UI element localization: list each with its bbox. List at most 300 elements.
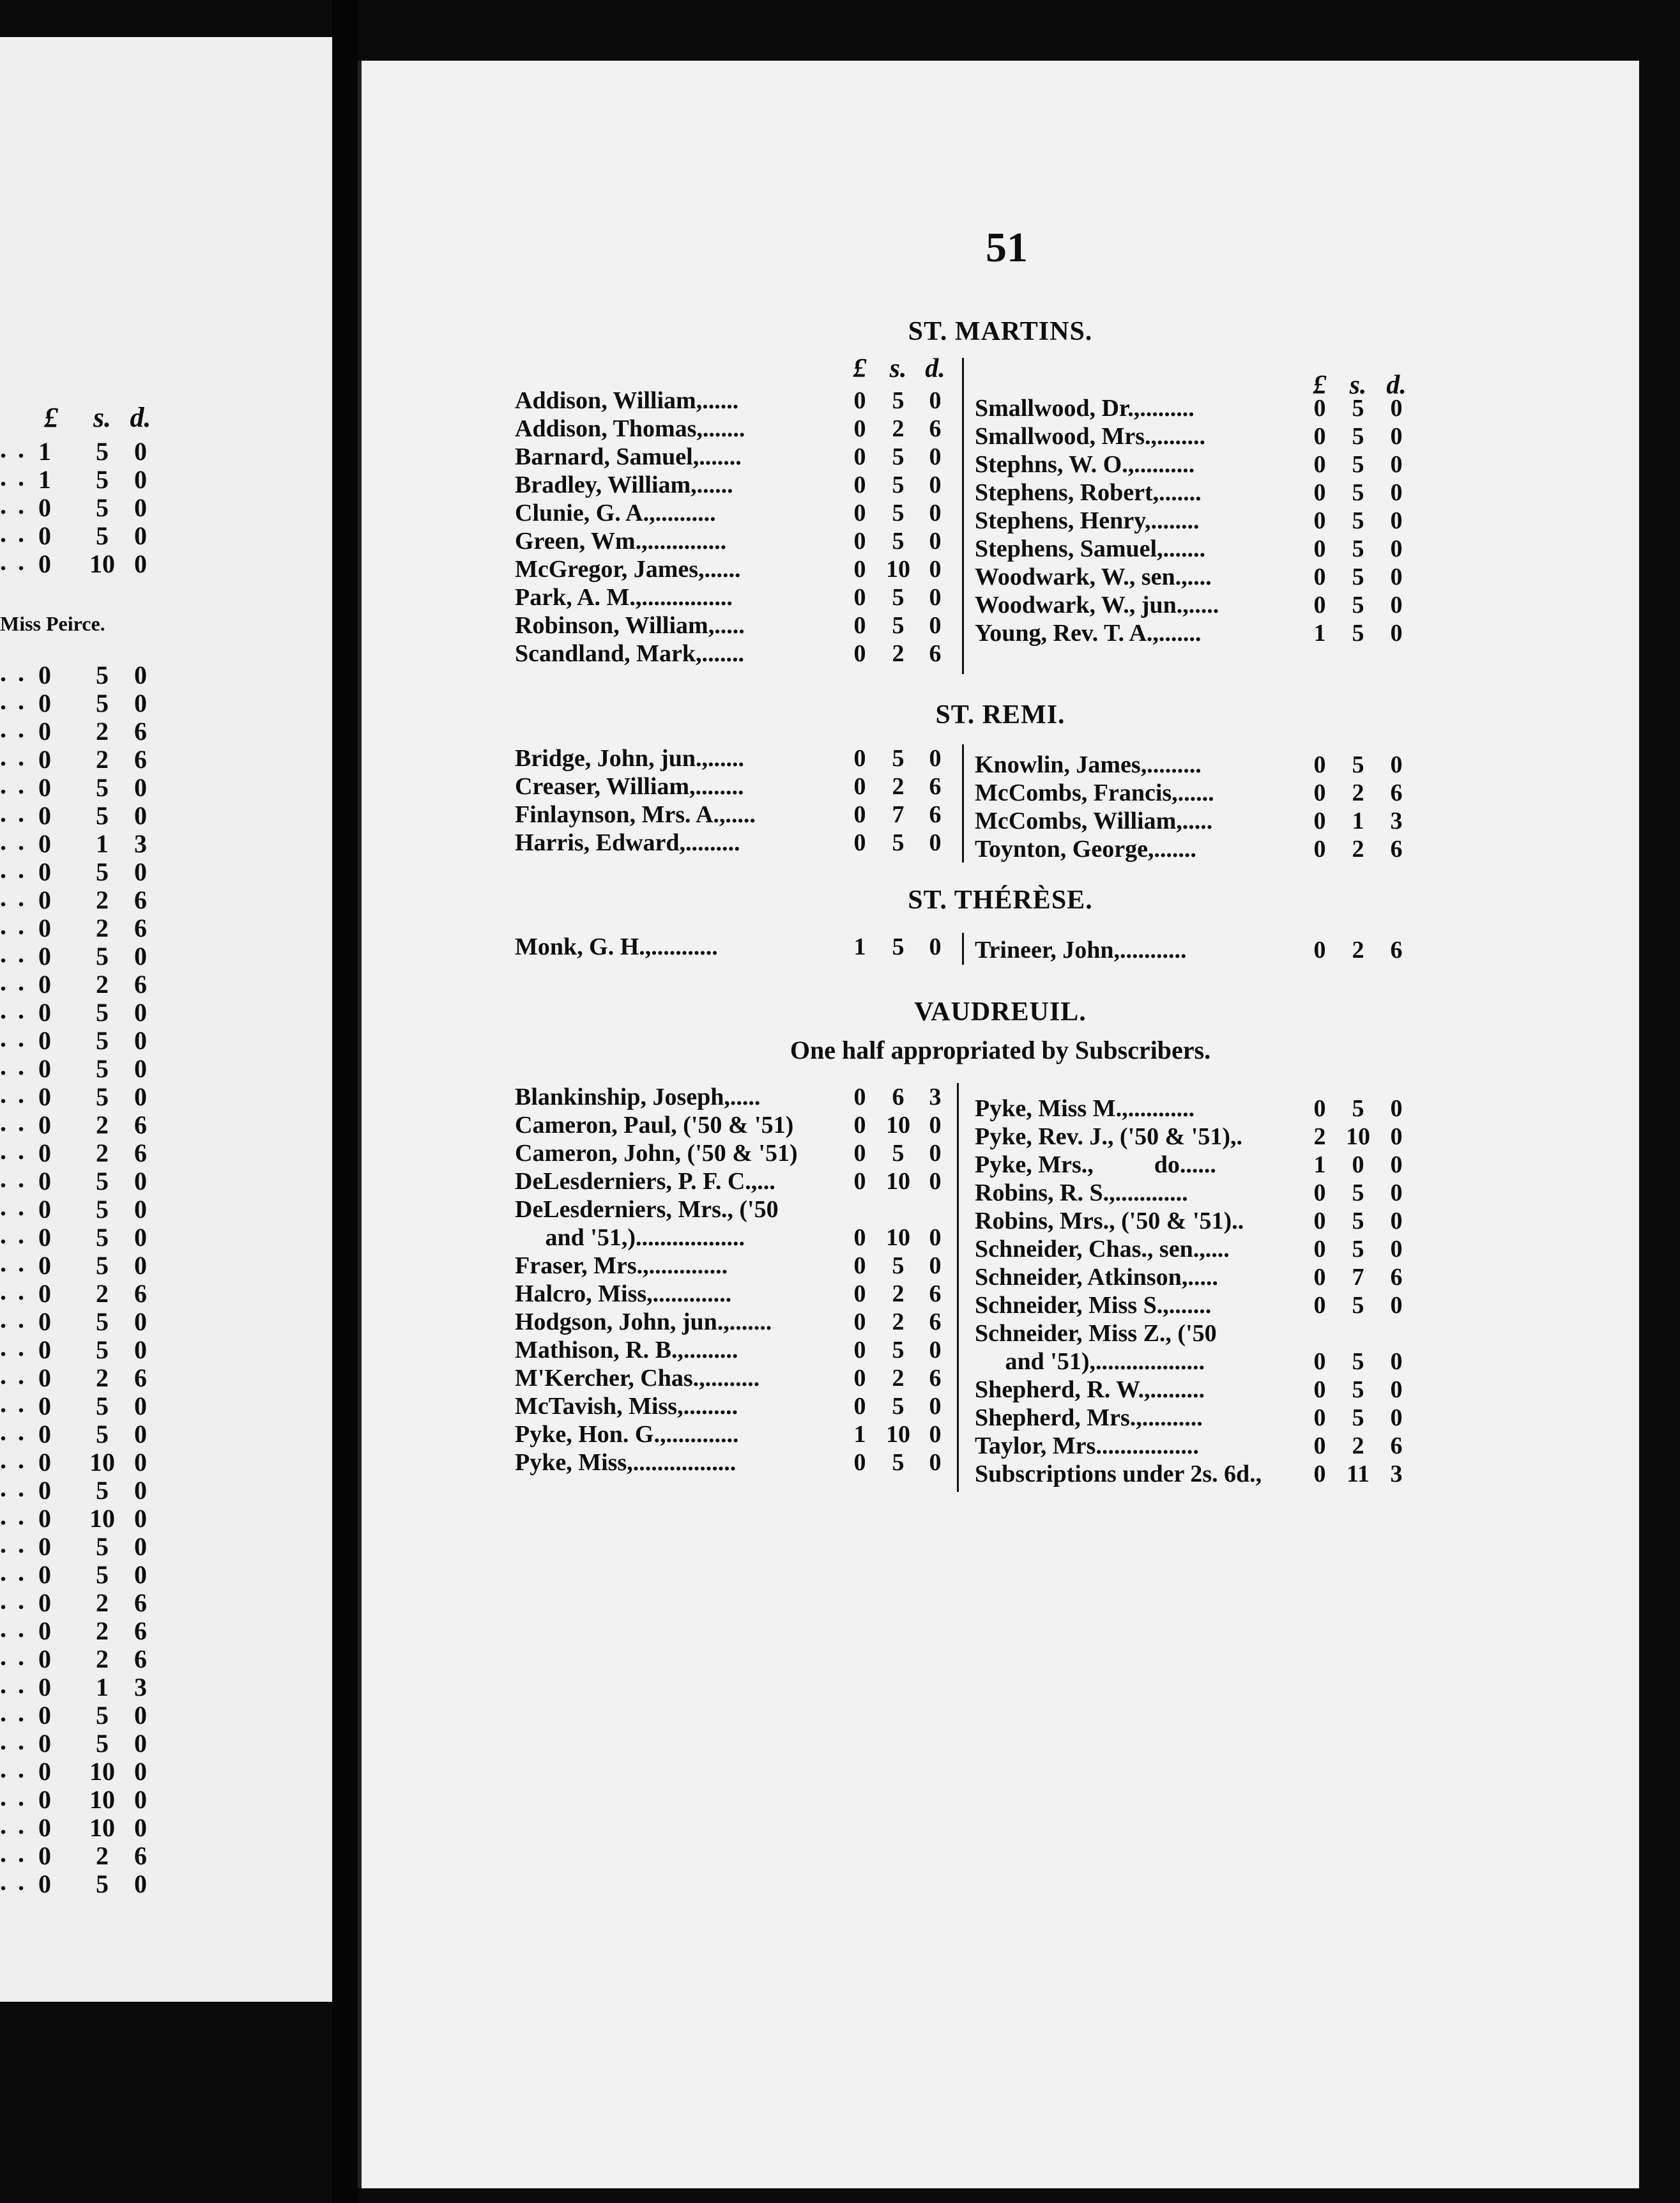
- column-divider: [962, 744, 964, 863]
- left-bottom-row: [0, 1616, 332, 1644]
- amount-pence: 0: [929, 1449, 942, 1476]
- amount-shillings: 5: [1352, 592, 1364, 618]
- left-amount-cell: 6: [134, 1139, 147, 1167]
- section-title: ST. THÉRÈSE.: [908, 886, 1093, 915]
- amount-pounds: 0: [1313, 507, 1326, 534]
- amount-shillings: 5: [892, 472, 905, 498]
- left-amount-cell: 5: [96, 942, 109, 971]
- amount-pounds: 0: [1313, 535, 1326, 562]
- subscriber-name: Harris, Edward,.........: [515, 829, 740, 856]
- subscriber-row: [362, 591, 1639, 619]
- left-amount-cell: 6: [134, 1645, 147, 1673]
- left-amount-cell: 5: [96, 521, 109, 550]
- left-amount-cell: 0: [134, 1504, 147, 1533]
- subscriber-row: [362, 835, 1639, 863]
- amount-pence: 0: [929, 1112, 942, 1139]
- amount-pounds: 0: [853, 1280, 866, 1307]
- amount-shillings: 10: [886, 1112, 910, 1139]
- leader-dots: . .: [0, 1389, 27, 1418]
- left-bottom-row: [0, 1222, 332, 1250]
- amount-pounds: 0: [853, 528, 866, 555]
- amount-shillings: 5: [1352, 1348, 1364, 1375]
- left-amount-cell: 0: [38, 1448, 51, 1477]
- amount-pounds: 1: [1313, 620, 1326, 647]
- page-number: 51: [986, 224, 1028, 271]
- amount-pence: 6: [1390, 1432, 1403, 1459]
- left-amount-cell: 0: [38, 857, 51, 886]
- amount-shillings: 5: [1352, 1404, 1364, 1431]
- amount-shillings: 2: [892, 1280, 905, 1307]
- left-amount-cell: 0: [38, 1082, 51, 1111]
- amount-pence: 6: [929, 415, 942, 442]
- left-amount-cell: 0: [38, 1223, 51, 1252]
- left-amount-cell: 1: [96, 1673, 109, 1701]
- amount-pounds: 0: [1313, 592, 1326, 618]
- amount-pence: 0: [1390, 479, 1403, 506]
- amount-shillings: 2: [1352, 937, 1364, 963]
- left-amount-cell: 0: [134, 521, 147, 550]
- leader-dots: . .: [0, 1586, 27, 1615]
- amount-pounds: 0: [1313, 1376, 1326, 1403]
- amount-pounds: 1: [853, 1421, 866, 1448]
- subscriber-name: Knowlin, James,.........: [975, 751, 1202, 778]
- left-bottom-row: [0, 1335, 332, 1363]
- left-bottom-row: [0, 688, 332, 716]
- left-amount-cell: 0: [38, 1110, 51, 1139]
- amount-shillings: 2: [1352, 836, 1364, 863]
- amount-pence: 6: [929, 640, 942, 667]
- left-bottom-row: [0, 1672, 332, 1700]
- amount-pounds: 0: [1313, 1179, 1326, 1206]
- leader-dots: . .: [0, 827, 27, 856]
- subscriber-name: Finlaynson, Mrs. A.,.....: [515, 801, 756, 828]
- subscriber-name: Blankinship, Joseph,.....: [515, 1084, 761, 1110]
- left-amount-cell: 2: [96, 970, 109, 999]
- left-amount-cell: 10: [89, 1813, 115, 1842]
- section-subtitle: One half appropriated by Subscribers.: [790, 1036, 1211, 1064]
- left-bottom-row: [0, 1054, 332, 1082]
- left-bottom-row: [0, 1278, 332, 1307]
- amount-shillings: 7: [1352, 1264, 1364, 1291]
- book-gutter: [332, 0, 358, 2203]
- amount-pounds: 0: [853, 1393, 866, 1420]
- amount-pence: 6: [1390, 1264, 1403, 1291]
- left-top-row: [0, 464, 332, 493]
- amount-pounds: 0: [853, 1112, 866, 1139]
- amount-pence: 3: [929, 1084, 942, 1110]
- subscriber-name: Cameron, John, ('50 & '51): [515, 1140, 798, 1167]
- subscriber-row: [362, 807, 1639, 835]
- leader-dots: . .: [0, 1726, 27, 1755]
- leader-dots: . .: [0, 1248, 27, 1277]
- subscriber-name: Stephens, Henry,........: [975, 507, 1200, 534]
- leader-dots: . .: [0, 995, 27, 1024]
- leader-dots: . .: [0, 686, 27, 715]
- left-amount-cell: 2: [96, 1588, 109, 1617]
- left-amount-cell: 0: [38, 1645, 51, 1673]
- left-bottom-row: [0, 1391, 332, 1419]
- left-amount-cell: 0: [134, 773, 147, 802]
- left-bottom-row: [0, 1447, 332, 1475]
- left-amount-cell: 1: [38, 465, 51, 494]
- leader-dots: . .: [0, 1839, 27, 1868]
- main-page: [358, 61, 1639, 2188]
- left-amount-cell: 0: [134, 549, 147, 578]
- left-amount-cell: 0: [38, 1869, 51, 1898]
- left-amount-cell: 5: [96, 1307, 109, 1336]
- amount-pounds: 0: [853, 472, 866, 498]
- left-bottom-row: [0, 1082, 332, 1110]
- leader-dots: . .: [0, 1783, 27, 1811]
- subscriber-name: Mathison, R. B.,.........: [515, 1337, 738, 1363]
- left-header-1: s.: [93, 402, 112, 433]
- amount-pence: 0: [1390, 1348, 1403, 1375]
- left-amount-cell: 5: [96, 689, 109, 718]
- left-amount-cell: 5: [96, 801, 109, 830]
- amount-pounds: 0: [853, 387, 866, 414]
- left-amount-cell: 0: [38, 1335, 51, 1364]
- left-amount-cell: 0: [38, 970, 51, 999]
- amount-pounds: 0: [853, 1168, 866, 1195]
- left-amount-cell: 0: [134, 689, 147, 718]
- amount-shillings: 2: [892, 773, 905, 800]
- left-amount-cell: 0: [38, 801, 51, 830]
- subscriber-name: Woodwark, W., jun.,.....: [975, 592, 1219, 618]
- leader-dots: . .: [0, 1305, 27, 1333]
- left-amount-cell: 5: [96, 1195, 109, 1224]
- subscriber-name: Schneider, Chas., sen.,....: [975, 1236, 1230, 1263]
- column-header: d.: [1386, 371, 1407, 400]
- left-header-0: £: [44, 402, 58, 433]
- left-top-row: [0, 436, 332, 464]
- subscriber-name: Stephens, Robert,.......: [975, 479, 1202, 506]
- left-bottom-row: [0, 1166, 332, 1194]
- leader-dots: . .: [0, 1501, 27, 1530]
- subscriber-name: Clunie, G. A.,..........: [515, 500, 716, 526]
- left-amount-cell: 0: [38, 717, 51, 746]
- subscriber-name: Shepherd, R. W.,.........: [975, 1376, 1205, 1403]
- amount-pence: 6: [929, 1365, 942, 1392]
- amount-pence: 0: [1390, 1095, 1403, 1122]
- left-bottom-row: [0, 1475, 332, 1503]
- amount-shillings: 5: [892, 1449, 905, 1476]
- subscriber-name: Barnard, Samuel,.......: [515, 443, 742, 470]
- amount-shillings: 5: [1352, 507, 1364, 534]
- subscriber-row: [362, 1123, 1639, 1151]
- amount-shillings: 5: [892, 387, 905, 414]
- left-bottom-row: [0, 1813, 332, 1841]
- subscriber-row: [362, 936, 1639, 964]
- amount-shillings: 2: [1352, 1432, 1364, 1459]
- left-amount-cell: 6: [134, 886, 147, 914]
- subscriber-name: Pyke, Miss M.,...........: [975, 1095, 1195, 1122]
- amount-shillings: 5: [892, 1337, 905, 1363]
- amount-pounds: 0: [1313, 1461, 1326, 1487]
- subscriber-row: [362, 751, 1639, 779]
- left-amount-cell: 0: [38, 1476, 51, 1505]
- amount-pounds: 0: [853, 1224, 866, 1251]
- left-amount-cell: 0: [134, 493, 147, 522]
- left-amount-cell: 2: [96, 1110, 109, 1139]
- left-bottom-row: [0, 1531, 332, 1560]
- amount-shillings: 5: [892, 1140, 905, 1167]
- subscriber-name: Halcro, Miss,.............: [515, 1280, 732, 1307]
- left-amount-cell: 0: [38, 998, 51, 1027]
- amount-pounds: 0: [853, 556, 866, 583]
- left-amount-cell: 0: [38, 1841, 51, 1870]
- amount-pence: 0: [929, 1140, 942, 1167]
- amount-pounds: 0: [1313, 1348, 1326, 1375]
- amount-shillings: 5: [892, 745, 905, 772]
- left-bottom-row: [0, 660, 332, 688]
- amount-shillings: 5: [1352, 1376, 1364, 1403]
- amount-pence: 0: [1390, 592, 1403, 618]
- amount-pounds: 0: [853, 500, 866, 526]
- amount-pence: 0: [929, 1337, 942, 1363]
- left-amount-cell: 5: [96, 1560, 109, 1589]
- amount-shillings: 5: [1352, 620, 1364, 647]
- left-amount-cell: 0: [134, 998, 147, 1027]
- amount-pounds: 0: [853, 1337, 866, 1363]
- left-top-row: [0, 521, 332, 549]
- amount-pounds: 0: [853, 584, 866, 611]
- amount-pounds: 0: [853, 612, 866, 639]
- left-amount-cell: 0: [134, 857, 147, 886]
- left-bottom-row: [0, 885, 332, 913]
- subscriber-name: and '51,)..................: [515, 1224, 745, 1251]
- left-amount-cell: 0: [134, 1307, 147, 1336]
- left-amount-cell: 0: [38, 1504, 51, 1533]
- left-amount-cell: 10: [89, 1504, 115, 1533]
- amount-pounds: 0: [1313, 779, 1326, 806]
- amount-shillings: 7: [892, 801, 905, 828]
- left-amount-cell: 0: [134, 1223, 147, 1252]
- subscriber-row: [362, 1207, 1639, 1235]
- amount-pence: 0: [929, 745, 942, 772]
- leader-dots: . .: [0, 1670, 27, 1699]
- subscriber-name: Pyke, Miss,.................: [515, 1449, 737, 1476]
- subscriber-name: Bridge, John, jun.,......: [515, 745, 744, 772]
- left-amount-cell: 5: [96, 1701, 109, 1730]
- left-amount-cell: 0: [38, 1054, 51, 1083]
- leader-dots: . .: [0, 1867, 27, 1896]
- leader-dots: . .: [0, 1754, 27, 1783]
- left-amount-cell: 5: [96, 661, 109, 689]
- left-amount-cell: 0: [38, 1195, 51, 1224]
- left-amount-cell: 2: [96, 914, 109, 942]
- subscriber-row: [362, 1179, 1639, 1207]
- subscriber-name: Green, Wm.,.............: [515, 528, 727, 555]
- leader-dots: . .: [0, 1220, 27, 1249]
- left-bottom-row: [0, 1138, 332, 1166]
- left-amount-cell: 0: [38, 1363, 51, 1392]
- amount-pence: 0: [929, 933, 942, 960]
- left-amount-cell: 0: [38, 745, 51, 774]
- left-page-fragment: [0, 37, 332, 2002]
- amount-shillings: 5: [1352, 535, 1364, 562]
- left-amount-cell: 0: [38, 1167, 51, 1195]
- amount-pence: 0: [1390, 451, 1403, 478]
- subscriber-name: McTavish, Miss,.........: [515, 1393, 738, 1420]
- amount-pounds: 0: [853, 829, 866, 856]
- left-bottom-row: [0, 716, 332, 744]
- left-bottom-row: [0, 1307, 332, 1335]
- amount-pence: 0: [929, 500, 942, 526]
- left-bottom-row: [0, 1363, 332, 1391]
- left-bottom-row: [0, 1503, 332, 1531]
- left-amount-cell: 2: [96, 717, 109, 746]
- left-bottom-row: [0, 941, 332, 969]
- left-bottom-row: [0, 1110, 332, 1138]
- amount-pence: 0: [1390, 535, 1403, 562]
- amount-shillings: 5: [892, 500, 905, 526]
- amount-pounds: 0: [1313, 1432, 1326, 1459]
- left-amount-cell: 5: [96, 493, 109, 522]
- left-amount-cell: 0: [38, 1279, 51, 1308]
- amount-pence: 0: [1390, 395, 1403, 422]
- left-bottom-row: [0, 913, 332, 941]
- subscriber-name: Bradley, William,......: [515, 472, 733, 498]
- amount-shillings: 5: [892, 829, 905, 856]
- amount-shillings: 5: [1352, 1095, 1364, 1122]
- left-amount-cell: 0: [134, 1701, 147, 1730]
- left-bottom-row: [0, 801, 332, 829]
- left-amount-cell: 5: [96, 1082, 109, 1111]
- subscriber-row: [362, 479, 1639, 507]
- leader-dots: . .: [0, 1473, 27, 1502]
- left-amount-cell: 0: [134, 1335, 147, 1364]
- left-amount-cell: 0: [38, 942, 51, 971]
- amount-pounds: 0: [1313, 751, 1326, 778]
- amount-pounds: 2: [1313, 1123, 1326, 1150]
- amount-pounds: 0: [853, 640, 866, 667]
- left-amount-cell: 6: [134, 1588, 147, 1617]
- subscriber-name: Hodgson, John, jun.,.......: [515, 1309, 772, 1335]
- leader-dots: . .: [0, 1277, 27, 1305]
- subscriber-row: [362, 394, 1639, 422]
- leader-dots: . .: [0, 1530, 27, 1558]
- left-amount-cell: 0: [38, 886, 51, 914]
- amount-pence: 0: [929, 612, 942, 639]
- subscriber-name: Stephns, W. O.,..........: [975, 451, 1195, 478]
- subscriber-name: Taylor, Mrs.................: [975, 1432, 1199, 1459]
- leader-dots: . .: [0, 1811, 27, 1839]
- amount-pence: 6: [1390, 836, 1403, 863]
- amount-pence: 6: [929, 773, 942, 800]
- amount-pounds: 0: [1313, 423, 1326, 450]
- subscriber-row: [362, 1404, 1639, 1432]
- amount-pounds: 1: [853, 933, 866, 960]
- section-title: VAUDREUIL.: [914, 997, 1087, 1027]
- left-amount-cell: 1: [96, 829, 109, 858]
- subscriber-row: [362, 450, 1639, 479]
- left-amount-cell: 0: [134, 1476, 147, 1505]
- subscriber-name: Toynton, George,.......: [975, 836, 1196, 863]
- amount-pounds: 0: [1313, 1095, 1326, 1122]
- left-amount-cell: 2: [96, 1279, 109, 1308]
- left-amount-cell: 0: [38, 1588, 51, 1617]
- amount-pence: 0: [1390, 1151, 1403, 1178]
- subscriber-name: Addison, William,......: [515, 387, 739, 414]
- amount-shillings: 5: [1352, 395, 1364, 422]
- subscriber-name: McCombs, Francis,......: [975, 779, 1214, 806]
- left-amount-cell: 0: [38, 829, 51, 858]
- left-amount-cell: 5: [96, 1532, 109, 1561]
- amount-pounds: 0: [853, 1449, 866, 1476]
- left-amount-cell: 0: [38, 1785, 51, 1814]
- left-bottom-row: [0, 1841, 332, 1869]
- amount-shillings: 5: [892, 1393, 905, 1420]
- left-amount-cell: 0: [134, 437, 147, 466]
- amount-shillings: 5: [892, 528, 905, 555]
- amount-shillings: 5: [1352, 1179, 1364, 1206]
- leader-dots: . .: [0, 1614, 27, 1643]
- amount-shillings: 2: [892, 415, 905, 442]
- left-bottom-row: [0, 1250, 332, 1278]
- subscriber-row: [362, 1235, 1639, 1263]
- left-amount-cell: 0: [38, 1757, 51, 1786]
- left-amount-cell: 0: [134, 1167, 147, 1195]
- subscriber-row: [362, 1319, 1639, 1347]
- leader-dots: . .: [0, 1417, 27, 1446]
- leader-dots: . .: [0, 434, 27, 463]
- amount-pence: 6: [929, 1280, 942, 1307]
- leader-dots: . .: [0, 799, 27, 827]
- left-bottom-row: [0, 829, 332, 857]
- left-bottom-row: [0, 997, 332, 1025]
- subscriber-row: [362, 1460, 1639, 1488]
- leader-dots: . .: [0, 1136, 27, 1165]
- left-bottom-row: [0, 1728, 332, 1756]
- left-page-note: Miss Peirce.: [0, 612, 105, 635]
- left-amount-cell: 3: [134, 1673, 147, 1701]
- subscriber-name: and '51),..................: [975, 1348, 1205, 1375]
- subscriber-name: Monk, G. H.,...........: [515, 933, 718, 960]
- left-amount-cell: 6: [134, 1110, 147, 1139]
- amount-pounds: 1: [1313, 1151, 1326, 1178]
- left-amount-cell: 0: [134, 1251, 147, 1280]
- leader-dots: . .: [0, 883, 27, 912]
- section-title: ST. MARTINS.: [908, 317, 1093, 346]
- amount-shillings: 2: [892, 1309, 905, 1335]
- left-amount-cell: 6: [134, 1841, 147, 1870]
- amount-pounds: 0: [1313, 937, 1326, 963]
- column-divider: [962, 933, 964, 965]
- left-amount-cell: 0: [134, 942, 147, 971]
- amount-shillings: 5: [1352, 1292, 1364, 1319]
- left-amount-cell: 0: [38, 493, 51, 522]
- left-amount-cell: 6: [134, 745, 147, 774]
- left-amount-cell: 0: [134, 1813, 147, 1842]
- amount-pence: 0: [929, 387, 942, 414]
- amount-pounds: 0: [1313, 1264, 1326, 1291]
- left-amount-cell: 0: [38, 1392, 51, 1420]
- leader-dots: . .: [0, 1361, 27, 1390]
- left-amount-cell: 2: [96, 1645, 109, 1673]
- amount-pence: 3: [1390, 1461, 1403, 1487]
- left-amount-cell: 0: [134, 1420, 147, 1448]
- amount-pounds: 0: [1313, 836, 1326, 863]
- amount-shillings: 10: [886, 1421, 910, 1448]
- left-amount-cell: 5: [96, 773, 109, 802]
- amount-pence: 0: [929, 528, 942, 555]
- amount-pounds: 0: [853, 1140, 866, 1167]
- left-bottom-row: [0, 1869, 332, 1897]
- left-amount-cell: 5: [96, 1223, 109, 1252]
- leader-dots: . .: [0, 1052, 27, 1080]
- amount-pence: 3: [1390, 808, 1403, 834]
- left-amount-cell: 2: [96, 1616, 109, 1645]
